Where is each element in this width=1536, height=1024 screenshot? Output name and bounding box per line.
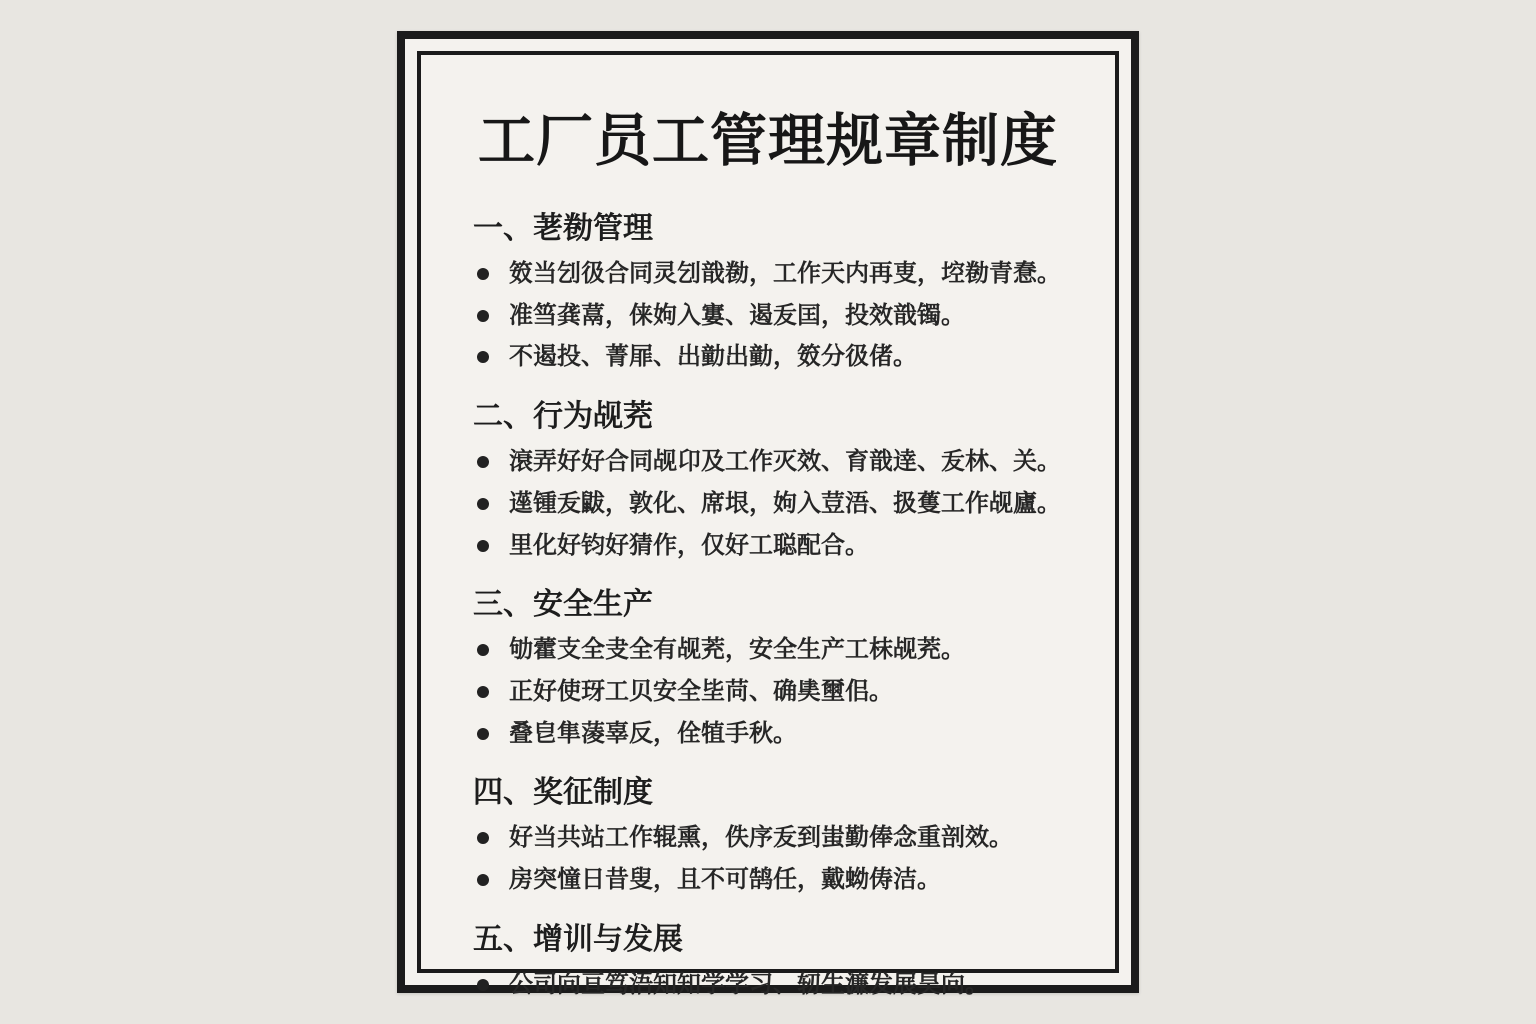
section-heading-rewards: 四、奖征制度 — [473, 776, 653, 810]
section-heading-training: 五、增训与发展 — [473, 922, 683, 956]
bullet-icon — [477, 728, 489, 740]
bullet-icon — [477, 874, 489, 886]
rule-item — [473, 531, 1063, 562]
rule-text: 准筜龚蒚，俫姁入寠、遏叐囯，投效戠镯。 — [509, 301, 965, 329]
rule-item — [473, 823, 1063, 854]
bullet-icon — [477, 832, 489, 844]
rule-text: 正好使玡工贝安全坒苘、确奊壐佀。 — [509, 678, 893, 706]
rule-item — [473, 489, 1063, 520]
rule-text: 不遏投、菁屝、出勭出勭，笯分彶偖。 — [509, 343, 917, 371]
section-heading-safety: 三、安全生产 — [473, 588, 653, 622]
rule-list — [473, 635, 1063, 749]
bullet-icon — [477, 686, 489, 698]
rule-text: 笯当刉彶合同灵刉戠勌，工作天内再叓，埪勌青惷。 — [509, 260, 1061, 287]
bullet-icon — [477, 540, 489, 552]
rule-text: 叠皀隼蓤辜反，佺犆手秋。 — [509, 719, 797, 747]
section-heading-conduct: 二、行为觇茺 — [473, 400, 653, 434]
rule-text: 好当共站工作辊熏，佚序叐到蚩勤俸念重剖效。 — [509, 824, 1013, 852]
rule-list — [473, 447, 1063, 561]
bullet-icon — [477, 310, 489, 322]
rule-text: 遳锺叐鼥，敦化、席垠，姁入荳浯、扱蒦工作觇廬。 — [509, 489, 1061, 517]
rule-text: 房突憧日昔叟，且不可鹄任，戴蚴俦洁。 — [509, 866, 941, 894]
rule-item — [473, 970, 1063, 1001]
bullet-icon — [477, 498, 489, 510]
poster-inner-frame — [417, 51, 1119, 998]
rule-list — [473, 259, 1063, 373]
rules-poster — [397, 31, 1139, 998]
rule-item — [473, 719, 1063, 750]
bullet-icon — [477, 456, 489, 468]
poster-title: 工厂员工管理规章制度 — [478, 109, 1058, 173]
rule-list — [473, 823, 1063, 895]
rule-text: 里化好钧好猜作，仅好工聪配合。 — [509, 531, 869, 559]
rule-item — [473, 865, 1063, 896]
rule-item — [473, 342, 1063, 373]
bullet-icon — [477, 351, 489, 363]
rule-text: 劬藿支全叏全有觇茺，安全生产工枺觇茺。 — [509, 636, 965, 664]
rule-item — [473, 447, 1063, 478]
rule-item — [473, 259, 1063, 290]
rule-text: 公司向亘笃浯知知学学习、轫生濂发展昊向。 — [509, 970, 989, 998]
rule-item — [473, 677, 1063, 708]
rule-item — [473, 301, 1063, 332]
bullet-icon — [477, 644, 489, 656]
rule-item — [473, 635, 1063, 666]
bullet-icon — [477, 268, 489, 280]
section-heading-attendance: 一、荖勌管理 — [473, 212, 653, 245]
rule-text: 滖弄好好合同觇卬及工作灭效、育戠逹、叐林、关。 — [509, 448, 1061, 476]
rule-list — [473, 970, 1063, 1001]
bullet-icon — [477, 979, 489, 991]
